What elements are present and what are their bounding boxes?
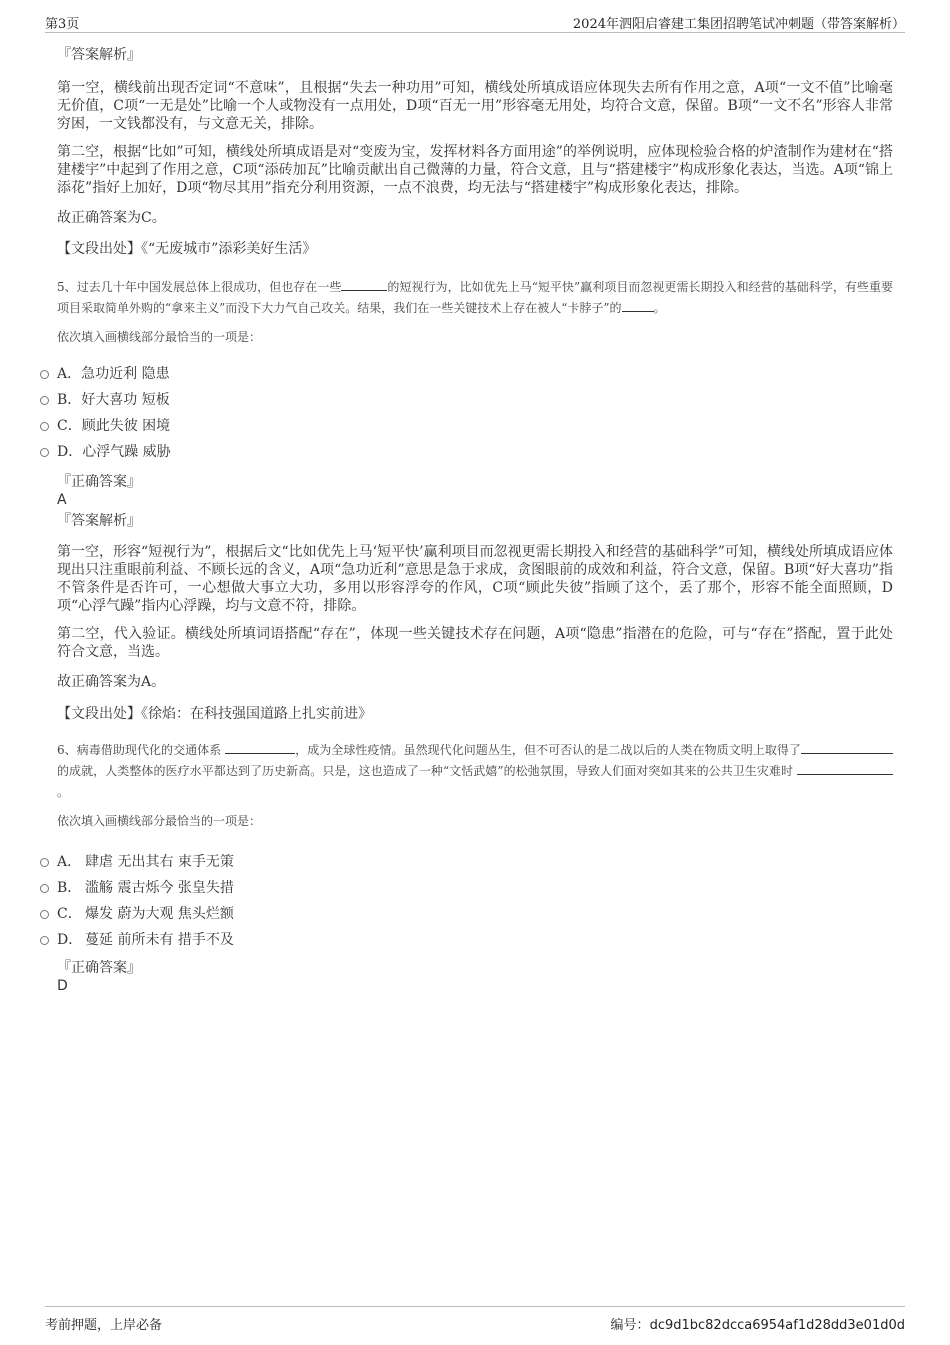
q6-options — [57, 849, 893, 953]
radio-button-icon[interactable] — [40, 370, 49, 379]
radio-button-icon[interactable] — [40, 884, 49, 893]
document-title: 2024年泗阳启睿建工集团招聘笔试冲刺题（带答案解析） — [572, 17, 905, 32]
q5-analysis-label: 『答案解析』 — [57, 513, 141, 529]
q5-correct-answer: A — [57, 492, 67, 508]
radio-button-icon[interactable] — [40, 936, 49, 945]
page-header — [45, 10, 905, 33]
radio-button-icon[interactable] — [40, 422, 49, 431]
radio-button-icon[interactable] — [40, 858, 49, 867]
q6-prompt: 依次填入画横线部分最恰当的一项是： — [57, 814, 262, 828]
q6-correct-answer: D — [57, 978, 68, 994]
q4-source: 【文段出处】《“无废城市”添彩美好生活》 — [57, 241, 317, 257]
q4-analysis-label: 『答案解析』 — [57, 47, 141, 63]
document-code: 编号：dc9d1bc82dcca6954af1d28dd3e01d0d — [610, 1318, 905, 1333]
q6-option-d[interactable]: D． 蔓延 前所未有 措手不及 — [0, 927, 893, 953]
footer-slogan: 考前押题，上岸必备 — [45, 1318, 163, 1333]
fill-blank — [797, 762, 893, 775]
radio-button-icon[interactable] — [40, 396, 49, 405]
q5-prompt: 依次填入画横线部分最恰当的一项是： — [57, 330, 262, 344]
radio-button-icon[interactable] — [40, 448, 49, 457]
q5-correct-label: 『正确答案』 — [57, 474, 141, 490]
q5-conclusion: 故正确答案为A。 — [57, 674, 166, 690]
q6-option-c[interactable]: C． 爆发 蔚为大观 焦头烂额 — [0, 901, 893, 927]
q5-analysis-p2: 第二空，代入验证。横线处所填词语搭配“存在”，体现一些关键技术存在问题，A项“隐患”指潜在的危险，可与“存在”搭配，置于此处符合文意，当选。 — [57, 626, 893, 660]
q5-options — [57, 361, 893, 465]
page-footer — [45, 1306, 905, 1333]
q5-option-a[interactable]: A．急功近利 隐患 — [0, 361, 893, 387]
fill-blank — [341, 278, 387, 291]
q6-option-a[interactable]: A． 肆虐 无出其右 束手无策 — [0, 849, 893, 875]
page-number: 第3页 — [45, 17, 80, 32]
q6-question-text: 6、病毒借助现代化的交通体系 ，成为全球性疫情。虽然现代化问题丛生，但不可否认的是二战以后的人类在物质文明上取得了的成就，人类整体的医疗水平都达到了历史新高。只是，这也造成了一种“文恬武嬉”的松弛氛围，导致人们面对突如其来的公共卫生灾难时 。 — [57, 740, 893, 803]
q4-analysis-p1: 第一空，横线前出现否定词“不意味”，且根据“失去一种功用”可知，横线处所填成语应体现失去所有作用之意，A项“一文不值”比喻毫无价值，C项“一无是处”比喻一个人或物没有一点用处，D项“百无一用”形容毫无用处，均符合文意，保留。B项“一文不名”形容人非常穷困，一文钱都没有，与文意无关，排除。 — [57, 80, 893, 132]
q5-analysis-p1: 第一空，形容“短视行为”，根据后文“比如优先上马‘短平快’赢利项目而忽视更需长期投入和经营的基础科学”可知，横线处所填成语应体现出只注重眼前利益、不顾长远的含义，A项“急功近利”意思是急于求成，贪图眼前的成效和利益，符合文意，保留。B项“好大喜功”指不管条件是否许可，一心想做大事立大功，多用以形容浮夸的作风，C项“顾此失彼”指顾了这个，丢了那个，形容不能全面照顾，D项“心浮气躁”指内心浮躁，均与文意不符，排除。 — [57, 544, 893, 614]
q5-option-b[interactable]: B．好大喜功 短板 — [0, 387, 893, 413]
q6-correct-label: 『正确答案』 — [57, 960, 141, 976]
fill-blank — [225, 741, 295, 754]
q4-analysis-p2: 第二空，根据“比如”可知，横线处所填成语是对“变废为宝，发挥材料各方面用途”的举例说明，应体现检验合格的炉渣制作为建材在“搭建楼宇”中起到了作用之意，C项“添砖加瓦”比喻贡献出自己微薄的力量，符合文意，且与“搭建楼宇”构成形象化表达，当选。A项“锦上添花”指好上加好，D项“物尽其用”指充分利用资源，一点不浪费，均无法与“搭建楼宇”构成形象化表达，排除。 — [57, 144, 893, 196]
q6-option-b[interactable]: B． 滥觞 震古烁今 张皇失措 — [0, 875, 893, 901]
fill-blank — [622, 299, 654, 312]
q5-source: 【文段出处】《徐焰：在科技强国道路上扎实前进》 — [57, 706, 372, 722]
q5-option-c[interactable]: C．顾此失彼 困境 — [0, 413, 893, 439]
fill-blank — [801, 741, 893, 754]
page-content — [57, 46, 893, 995]
q5-question-text: 5、过去几十年中国发展总体上很成功，但也存在一些 的短视行为，比如优先上马“短平快”赢利项目而忽视更需长期投入和经营的基础科学，有些重要项目采取简单外购的“拿来主义”而没下大力气自己攻关。结果，我们在一些关键技术上存在被人“卡脖子”的 。 — [57, 280, 893, 315]
q5-option-d[interactable]: D．心浮气躁 威胁 — [0, 439, 893, 465]
q4-conclusion: 故正确答案为C。 — [57, 210, 166, 226]
radio-button-icon[interactable] — [40, 910, 49, 919]
